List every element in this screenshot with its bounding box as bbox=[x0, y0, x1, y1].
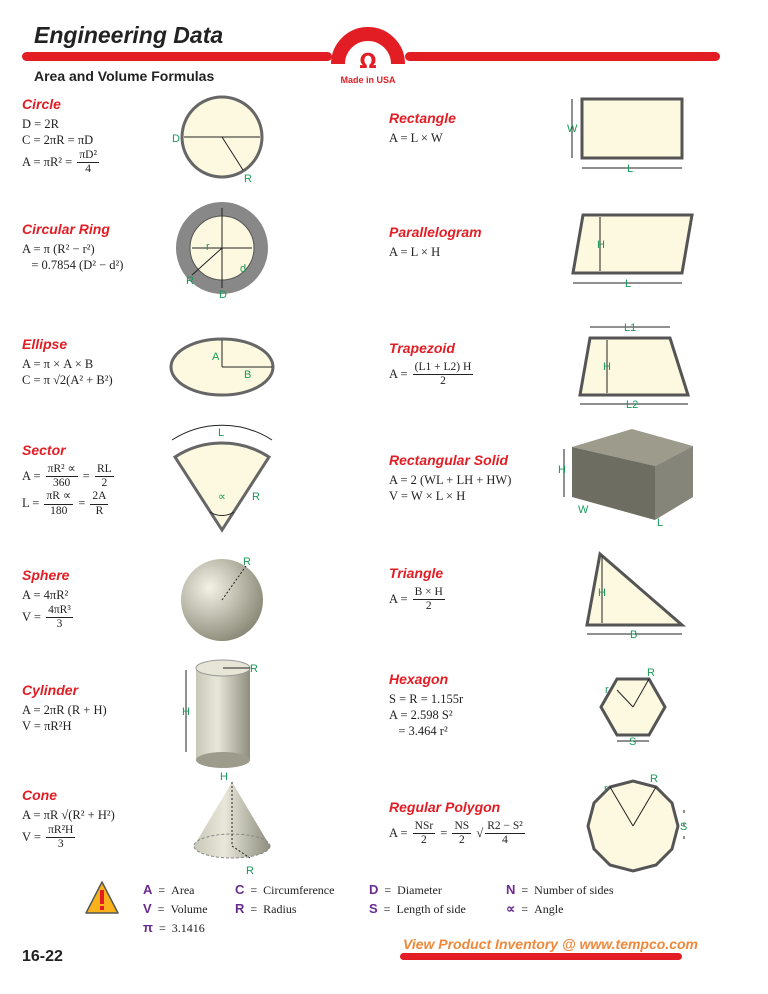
equals: = bbox=[158, 883, 166, 897]
denominator: 4 bbox=[502, 834, 508, 847]
legend-value: 3.1416 bbox=[171, 921, 205, 935]
legend-item bbox=[506, 882, 646, 898]
regular-polygon-diagram bbox=[588, 773, 687, 871]
formula-text: A = bbox=[389, 591, 411, 606]
equals: = bbox=[250, 883, 258, 897]
parallelogram-diagram bbox=[573, 215, 692, 290]
svg-text:∝: ∝ bbox=[218, 491, 226, 503]
legend-key: π bbox=[143, 920, 153, 935]
legend-value: Circumference bbox=[263, 883, 335, 897]
numerator: NSr bbox=[413, 820, 436, 834]
shape-title: Parallelogram bbox=[389, 224, 482, 240]
svg-text:R: R bbox=[252, 491, 260, 503]
numerator: 4πR³ bbox=[46, 604, 73, 618]
numerator: πR ∝ bbox=[44, 490, 73, 504]
denominator: 180 bbox=[50, 504, 68, 517]
svg-text:R: R bbox=[650, 773, 658, 785]
svg-text:r: r bbox=[604, 783, 608, 795]
legend-value: Radius bbox=[263, 902, 297, 916]
footer-rule bbox=[400, 953, 682, 960]
legend-value: Length of side bbox=[396, 902, 466, 916]
equals: = bbox=[157, 902, 165, 916]
svg-text:L: L bbox=[625, 278, 632, 290]
legend bbox=[143, 882, 646, 936]
equals: = bbox=[521, 883, 529, 897]
cylinder-diagram bbox=[182, 660, 258, 768]
svg-text:D: D bbox=[219, 289, 227, 301]
svg-text:H: H bbox=[558, 464, 566, 476]
legend-item bbox=[143, 882, 235, 898]
formula-text: V = πR²H bbox=[22, 719, 72, 734]
numerator: πD² bbox=[77, 149, 99, 163]
shape-title: Regular Polygon bbox=[389, 799, 501, 815]
svg-text:D: D bbox=[172, 133, 180, 145]
svg-text:R: R bbox=[243, 556, 251, 568]
formula-text: C = π √2(A² + B²) bbox=[22, 373, 113, 388]
svg-text:Ω: Ω bbox=[359, 49, 377, 73]
formula-text: = bbox=[75, 496, 89, 511]
svg-text:H: H bbox=[597, 239, 605, 251]
svg-text:L2: L2 bbox=[626, 399, 639, 411]
svg-text:L: L bbox=[657, 517, 664, 529]
svg-text:r: r bbox=[206, 241, 210, 253]
svg-text:S: S bbox=[680, 821, 688, 833]
shape-title: Ellipse bbox=[22, 336, 68, 352]
trapezoid-diagram bbox=[580, 322, 688, 411]
formula-text: A = L × H bbox=[389, 245, 441, 260]
equals: = bbox=[383, 902, 391, 916]
sector-diagram bbox=[172, 425, 272, 530]
shape-title: Sector bbox=[22, 442, 66, 458]
warning-icon bbox=[84, 880, 120, 916]
legend-value: Area bbox=[171, 883, 195, 897]
numerator: NS bbox=[452, 820, 471, 834]
svg-text:d: d bbox=[240, 263, 247, 275]
circle-diagram bbox=[172, 97, 262, 185]
formula-text: = 0.7854 (D² − d²) bbox=[22, 258, 124, 273]
equals: = bbox=[521, 902, 529, 916]
svg-text:Made in USA: Made in USA bbox=[340, 75, 396, 85]
formula-text: V = bbox=[22, 609, 45, 624]
formula-text: V = W × L × H bbox=[389, 489, 466, 504]
denominator: R bbox=[95, 504, 104, 517]
numerator: πR²H bbox=[46, 824, 75, 838]
equals: = bbox=[250, 902, 258, 916]
legend-key: ∝ bbox=[506, 901, 516, 916]
formula-text: √ bbox=[473, 825, 484, 840]
svg-text:L: L bbox=[218, 427, 225, 439]
formula-text: = bbox=[437, 825, 451, 840]
formula-text: = 3.464 r² bbox=[389, 724, 448, 739]
formula-text: A = 2 (WL + LH + HW) bbox=[389, 473, 512, 488]
svg-text:R: R bbox=[250, 663, 258, 675]
equals: = bbox=[158, 921, 166, 935]
legend-value: Diameter bbox=[397, 883, 442, 897]
svg-text:r: r bbox=[605, 684, 609, 696]
denominator: 2 bbox=[440, 375, 446, 388]
svg-text:S: S bbox=[629, 736, 637, 748]
formula-text: A = bbox=[389, 825, 411, 840]
legend-item bbox=[369, 882, 506, 898]
svg-text:B: B bbox=[630, 629, 638, 641]
page-subtitle: Area and Volume Formulas bbox=[34, 68, 215, 84]
legend-item bbox=[235, 882, 369, 898]
rectangle-diagram bbox=[567, 99, 682, 175]
legend-key: S bbox=[369, 901, 378, 916]
circular-ring-diagram bbox=[183, 208, 261, 301]
formula-text: = bbox=[79, 468, 93, 483]
formula-text: A = bbox=[22, 468, 44, 483]
svg-text:W: W bbox=[578, 504, 589, 516]
denominator: 2 bbox=[458, 834, 465, 847]
denominator: 2 bbox=[101, 477, 108, 490]
triangle-diagram bbox=[587, 554, 682, 641]
svg-text:L: L bbox=[627, 163, 634, 175]
legend-item bbox=[143, 920, 235, 936]
svg-text:A: A bbox=[212, 351, 220, 363]
svg-text:R: R bbox=[647, 667, 655, 679]
formula-text: C = 2πR = πD bbox=[22, 133, 94, 148]
formula-text: A = π (R² − r²) bbox=[22, 242, 95, 257]
shape-title: Hexagon bbox=[389, 671, 449, 687]
legend-value: Volume bbox=[170, 902, 208, 916]
formula-text: A = πR √(R² + H²) bbox=[22, 808, 115, 823]
legend-key: N bbox=[506, 882, 516, 897]
formula-text: V = bbox=[22, 829, 45, 844]
numerator: 2A bbox=[90, 490, 108, 504]
legend-value: Number of sides bbox=[534, 883, 614, 897]
denominator: 360 bbox=[53, 477, 71, 490]
formula-text: A = πR² = bbox=[22, 154, 76, 169]
numerator: B × H bbox=[413, 586, 445, 600]
legend-key: D bbox=[369, 882, 379, 897]
shape-title: Circle bbox=[22, 96, 61, 112]
shape-title: Rectangular Solid bbox=[389, 452, 509, 468]
product-inventory-link[interactable]: View Product Inventory @ www.tempco.com bbox=[403, 936, 698, 952]
rectangular-solid-diagram bbox=[558, 429, 693, 529]
numerator: πR² ∝ bbox=[46, 463, 78, 477]
legend-item bbox=[369, 901, 506, 917]
legend-item bbox=[506, 901, 646, 917]
equals: = bbox=[384, 883, 392, 897]
formula-text: S = R = 1.155r bbox=[389, 692, 464, 707]
formula-text: A = π × A × B bbox=[22, 357, 94, 372]
formula-text: D = 2R bbox=[22, 117, 59, 132]
svg-text:H: H bbox=[598, 587, 606, 599]
page-number: 16-22 bbox=[22, 948, 63, 965]
denominator: 3 bbox=[57, 838, 64, 851]
formula-text: A = 2.598 S² bbox=[389, 708, 453, 723]
numerator: RL bbox=[95, 463, 114, 477]
svg-text:R: R bbox=[186, 275, 194, 287]
formula-text: L = bbox=[22, 496, 43, 511]
sphere-diagram bbox=[181, 556, 263, 641]
shape-title: Rectangle bbox=[389, 110, 456, 126]
svg-text:H: H bbox=[603, 361, 611, 373]
svg-text:R: R bbox=[244, 173, 252, 185]
shape-title: Triangle bbox=[389, 565, 444, 581]
denominator: 2 bbox=[421, 834, 427, 847]
svg-text:R: R bbox=[246, 865, 254, 877]
ellipse-diagram bbox=[171, 339, 273, 395]
numerator: R2 − S² bbox=[485, 820, 525, 834]
legend-item bbox=[235, 901, 369, 917]
page-title: Engineering Data bbox=[34, 22, 224, 48]
svg-text:B: B bbox=[244, 369, 252, 381]
numerator: (L1 + L2) H bbox=[413, 361, 474, 375]
formula-text: A = 4πR² bbox=[22, 588, 69, 603]
cone-diagram bbox=[194, 771, 270, 877]
formula-text: A = L × W bbox=[389, 131, 443, 146]
shape-title: Cone bbox=[22, 787, 57, 803]
shape-title: Cylinder bbox=[22, 682, 79, 698]
formula-text: A = 2πR (R + H) bbox=[22, 703, 107, 718]
legend-key: R bbox=[235, 901, 245, 916]
shape-title: Trapezoid bbox=[389, 340, 455, 356]
legend-value: Angle bbox=[534, 902, 564, 916]
shape-title: Sphere bbox=[22, 567, 70, 583]
denominator: 2 bbox=[425, 600, 432, 613]
legend-item bbox=[143, 901, 235, 917]
denominator: 4 bbox=[85, 163, 91, 176]
legend-key: V bbox=[143, 901, 152, 916]
legend-key: A bbox=[143, 882, 153, 897]
denominator: 3 bbox=[56, 618, 63, 631]
svg-text:L1: L1 bbox=[624, 322, 637, 334]
formula-text: A = bbox=[389, 366, 411, 381]
svg-text:H: H bbox=[220, 771, 228, 783]
hexagon-diagram bbox=[601, 667, 665, 748]
legend-key: C bbox=[235, 882, 245, 897]
svg-text:H: H bbox=[182, 706, 190, 718]
shape-title: Circular Ring bbox=[22, 221, 110, 237]
svg-text:W: W bbox=[567, 123, 578, 135]
